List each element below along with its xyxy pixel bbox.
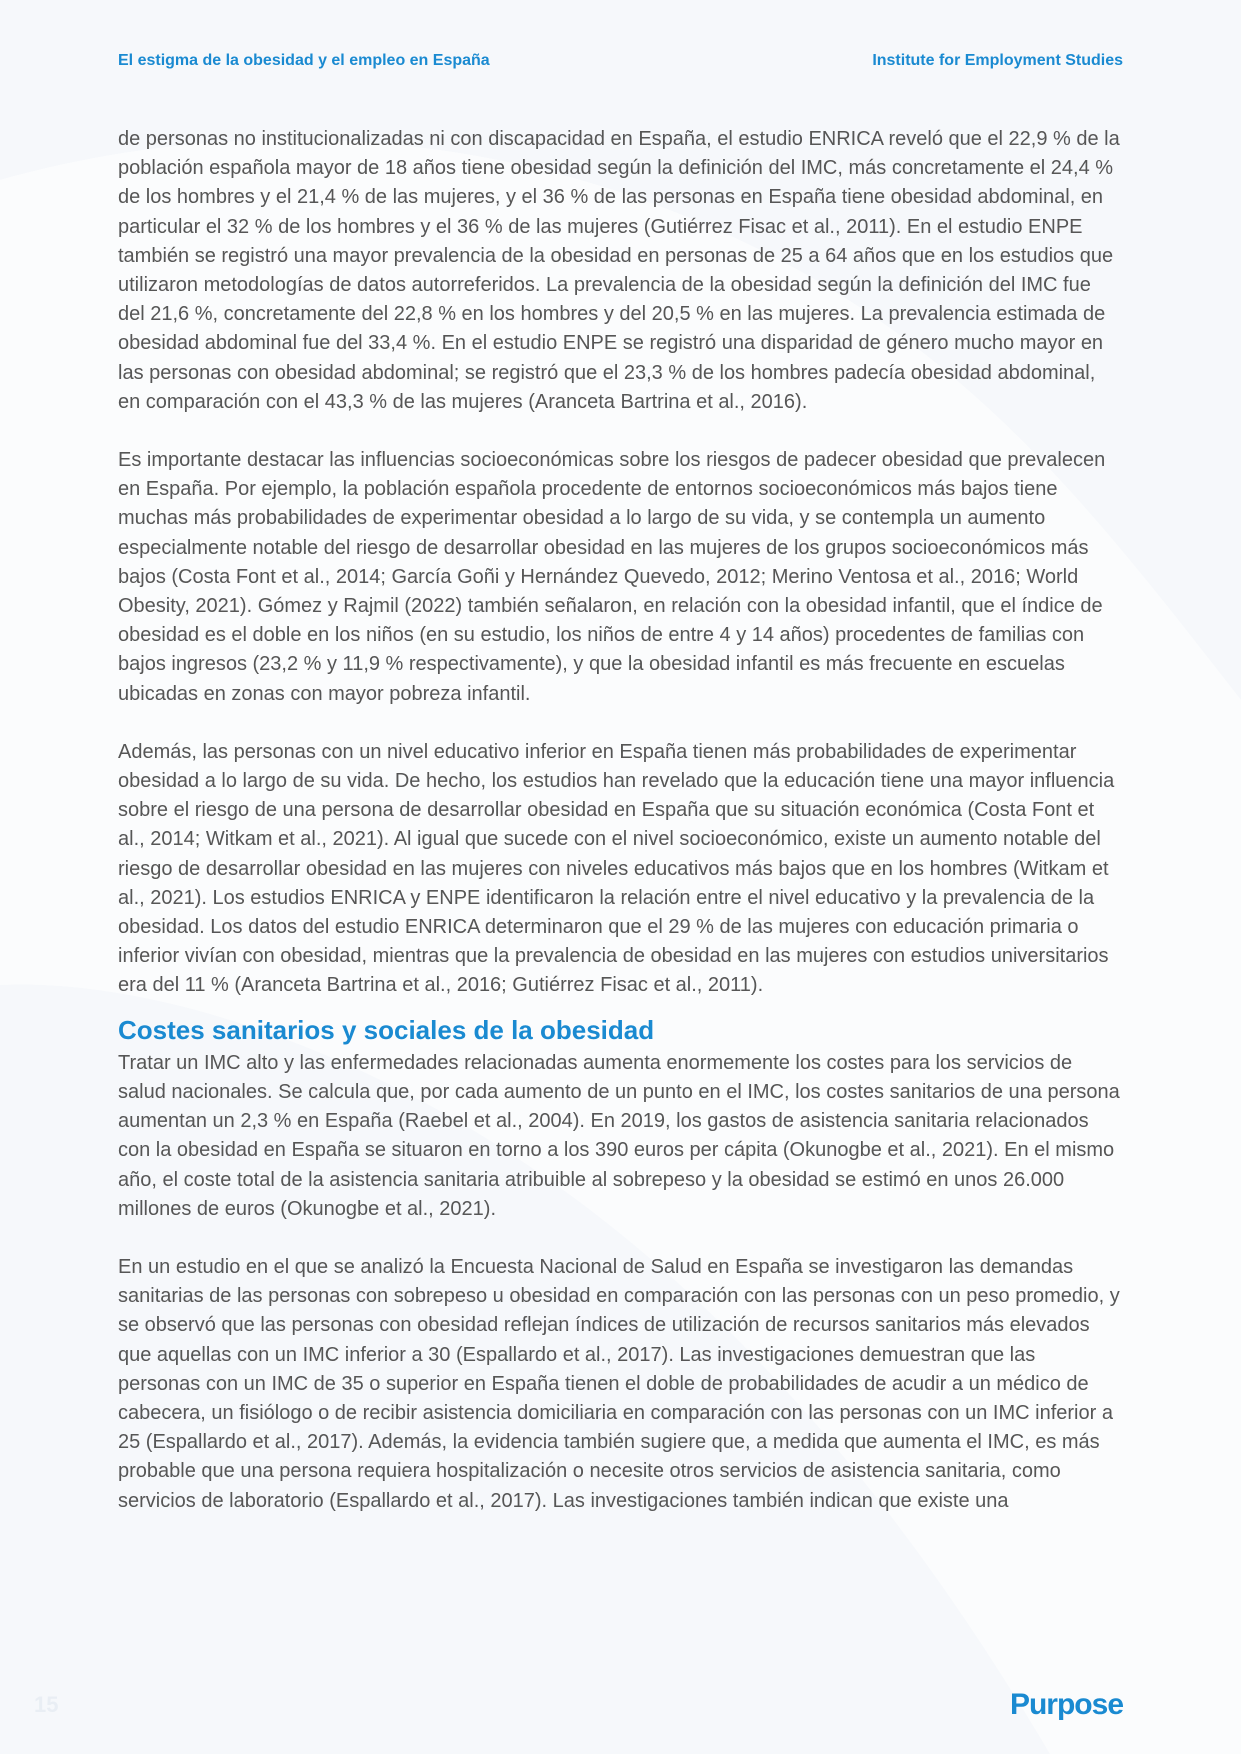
body-paragraph: Es importante destacar las influencias socioeconómicas sobre los riesgos de padecer obesidad que prevalecen en España. Por ejemplo, la población española procedente de entornos socioeconómicos más bajos tiene muchas más probabilidades de experimentar obesidad a lo largo de su vida, y se contempla un aumento especialmente notable del riesgo de desarrollar obesidad en las mujeres de los grupos socioeconómicos más bajos (Costa Font et al., 2014; García Goñi y Hernández Quevedo, 2012; Merino Ventosa et al., 2016; World Obesity, 2021). Gómez y Rajmil (2022) también señalaron, en relación con la obesidad infantil, que el índice de obesidad es el doble en los niños (en su estudio, los niños de entre 4 y 14 años) procedentes de familias con bajos ingresos (23,2 % y 11,9 % respectivamente), y que la obesidad infantil es más frecuente en escuelas ubicadas en zonas con mayor pobreza infantil.: [118, 449, 1106, 705]
main-content: [118, 125, 1123, 1516]
purpose-logo: Purpose: [1009, 1688, 1123, 1721]
section-heading: Costes sanitarios y sociales de la obesidad: [118, 1014, 655, 1045]
body-paragraph: de personas no institucionalizadas ni con discapacidad en España, el estudio ENRICA reveló que el 22,9 % de la población española mayor de 18 años tiene obesidad según la definición del IMC, más concretamente el 24,4 % de los hombres y el 21,4 % de las mujeres, y el 36 % de las personas en España tiene obesidad abdominal, en particular el 32 % de los hombres y el 36 % de las mujeres (Gutiérrez Fisac et al., 2011). En el estudio ENPE también se registró una mayor prevalencia de la obesidad en personas de 25 a 64 años que en los estudios que utilizaron metodologías de datos autorreferidos. La prevalencia de la obesidad según la definición del IMC fue del 21,6 %, concretamente del 22,8 % en los hombres y del 20,5 % en las mujeres. La prevalencia estimada de obesidad abdominal fue del 33,4 %. En el estudio ENPE se registró una disparidad de género mucho mayor en las personas con obesidad abdominal; se registró que el 23,3 % de los hombres padecía obesidad abdominal, en comparación con el 43,3 % de las mujeres (Aranceta Bartrina et al., 2016).: [118, 128, 1120, 413]
header-organization: Institute for Employment Studies: [872, 52, 1123, 69]
header-document-title: El estigma de la obesidad y el empleo en España: [118, 52, 490, 69]
page-number: 15: [34, 1692, 59, 1717]
body-paragraph: Tratar un IMC alto y las enfermedades relacionadas aumenta enormemente los costes para los servicios de salud nacionales. Se calcula que, por cada aumento de un punto en el IMC, los costes sanitarios de una persona aumentan un 2,3 % en España (Raebel et al., 2004). En 2019, los gastos de asistencia sanitaria relacionados con la obesidad en España se situaron en torno a los 390 euros per cápita (Okunogbe et al., 2021). En el mismo año, el coste total de la asistencia sanitaria atribuible al sobrepeso y la obesidad se estimó en unos 26.000 millones de euros (Okunogbe et al., 2021).: [118, 1051, 1120, 1220]
body-paragraph: Además, las personas con un nivel educativo inferior en España tienen más probabilidades de experimentar obesidad a lo largo de su vida. De hecho, los estudios han revelado que la educación tiene una mayor influencia sobre el riesgo de una persona de desarrollar obesidad en España que su situación económica (Costa Font et al., 2014; Witkam et al., 2021). Al igual que sucede con el nivel socioeconómico, existe un aumento notable del riesgo de desarrollar obesidad en las mujeres con niveles educativos más bajos que en los hombres (Witkam et al., 2021). Los estudios ENRICA y ENPE identificaron la relación entre el nivel educativo y la prevalencia de la obesidad. Los datos del estudio ENRICA determinaron que el 29 % de las mujeres con educación primaria o inferior vivían con obesidad, mientras que la prevalencia de obesidad en las mujeres con estudios universitarios era del 11 % (Aranceta Bartrina et al., 2016; Gutiérrez Fisac et al., 2011).: [118, 740, 1115, 997]
body-paragraph: En un estudio en el que se analizó la Encuesta Nacional de Salud en España se investigaron las demandas sanitarias de las personas con sobrepeso u obesidad en comparación con las personas con un peso promedio, y se observó que las personas con obesidad reflejan índices de utilización de recursos sanitarios más elevados que aquellas con un IMC inferior a 30 (Espallardo et al., 2017). Las investigaciones demuestran que las personas con un IMC de 35 o superior en España tienen el doble de probabilidades de acudir a un médico de cabecera, un fisiólogo o de recibir asistencia domiciliaria en comparación con las personas con un IMC inferior a 25 (Espallardo et al., 2017). Además, la evidencia también sugiere que, a medida que aumenta el IMC, es más probable que una persona requiera hospitalización o necesite otros servicios de asistencia sanitaria, como servicios de laboratorio (Espallardo et al., 2017). Las investigaciones también indican que existe una: [118, 1255, 1120, 1512]
